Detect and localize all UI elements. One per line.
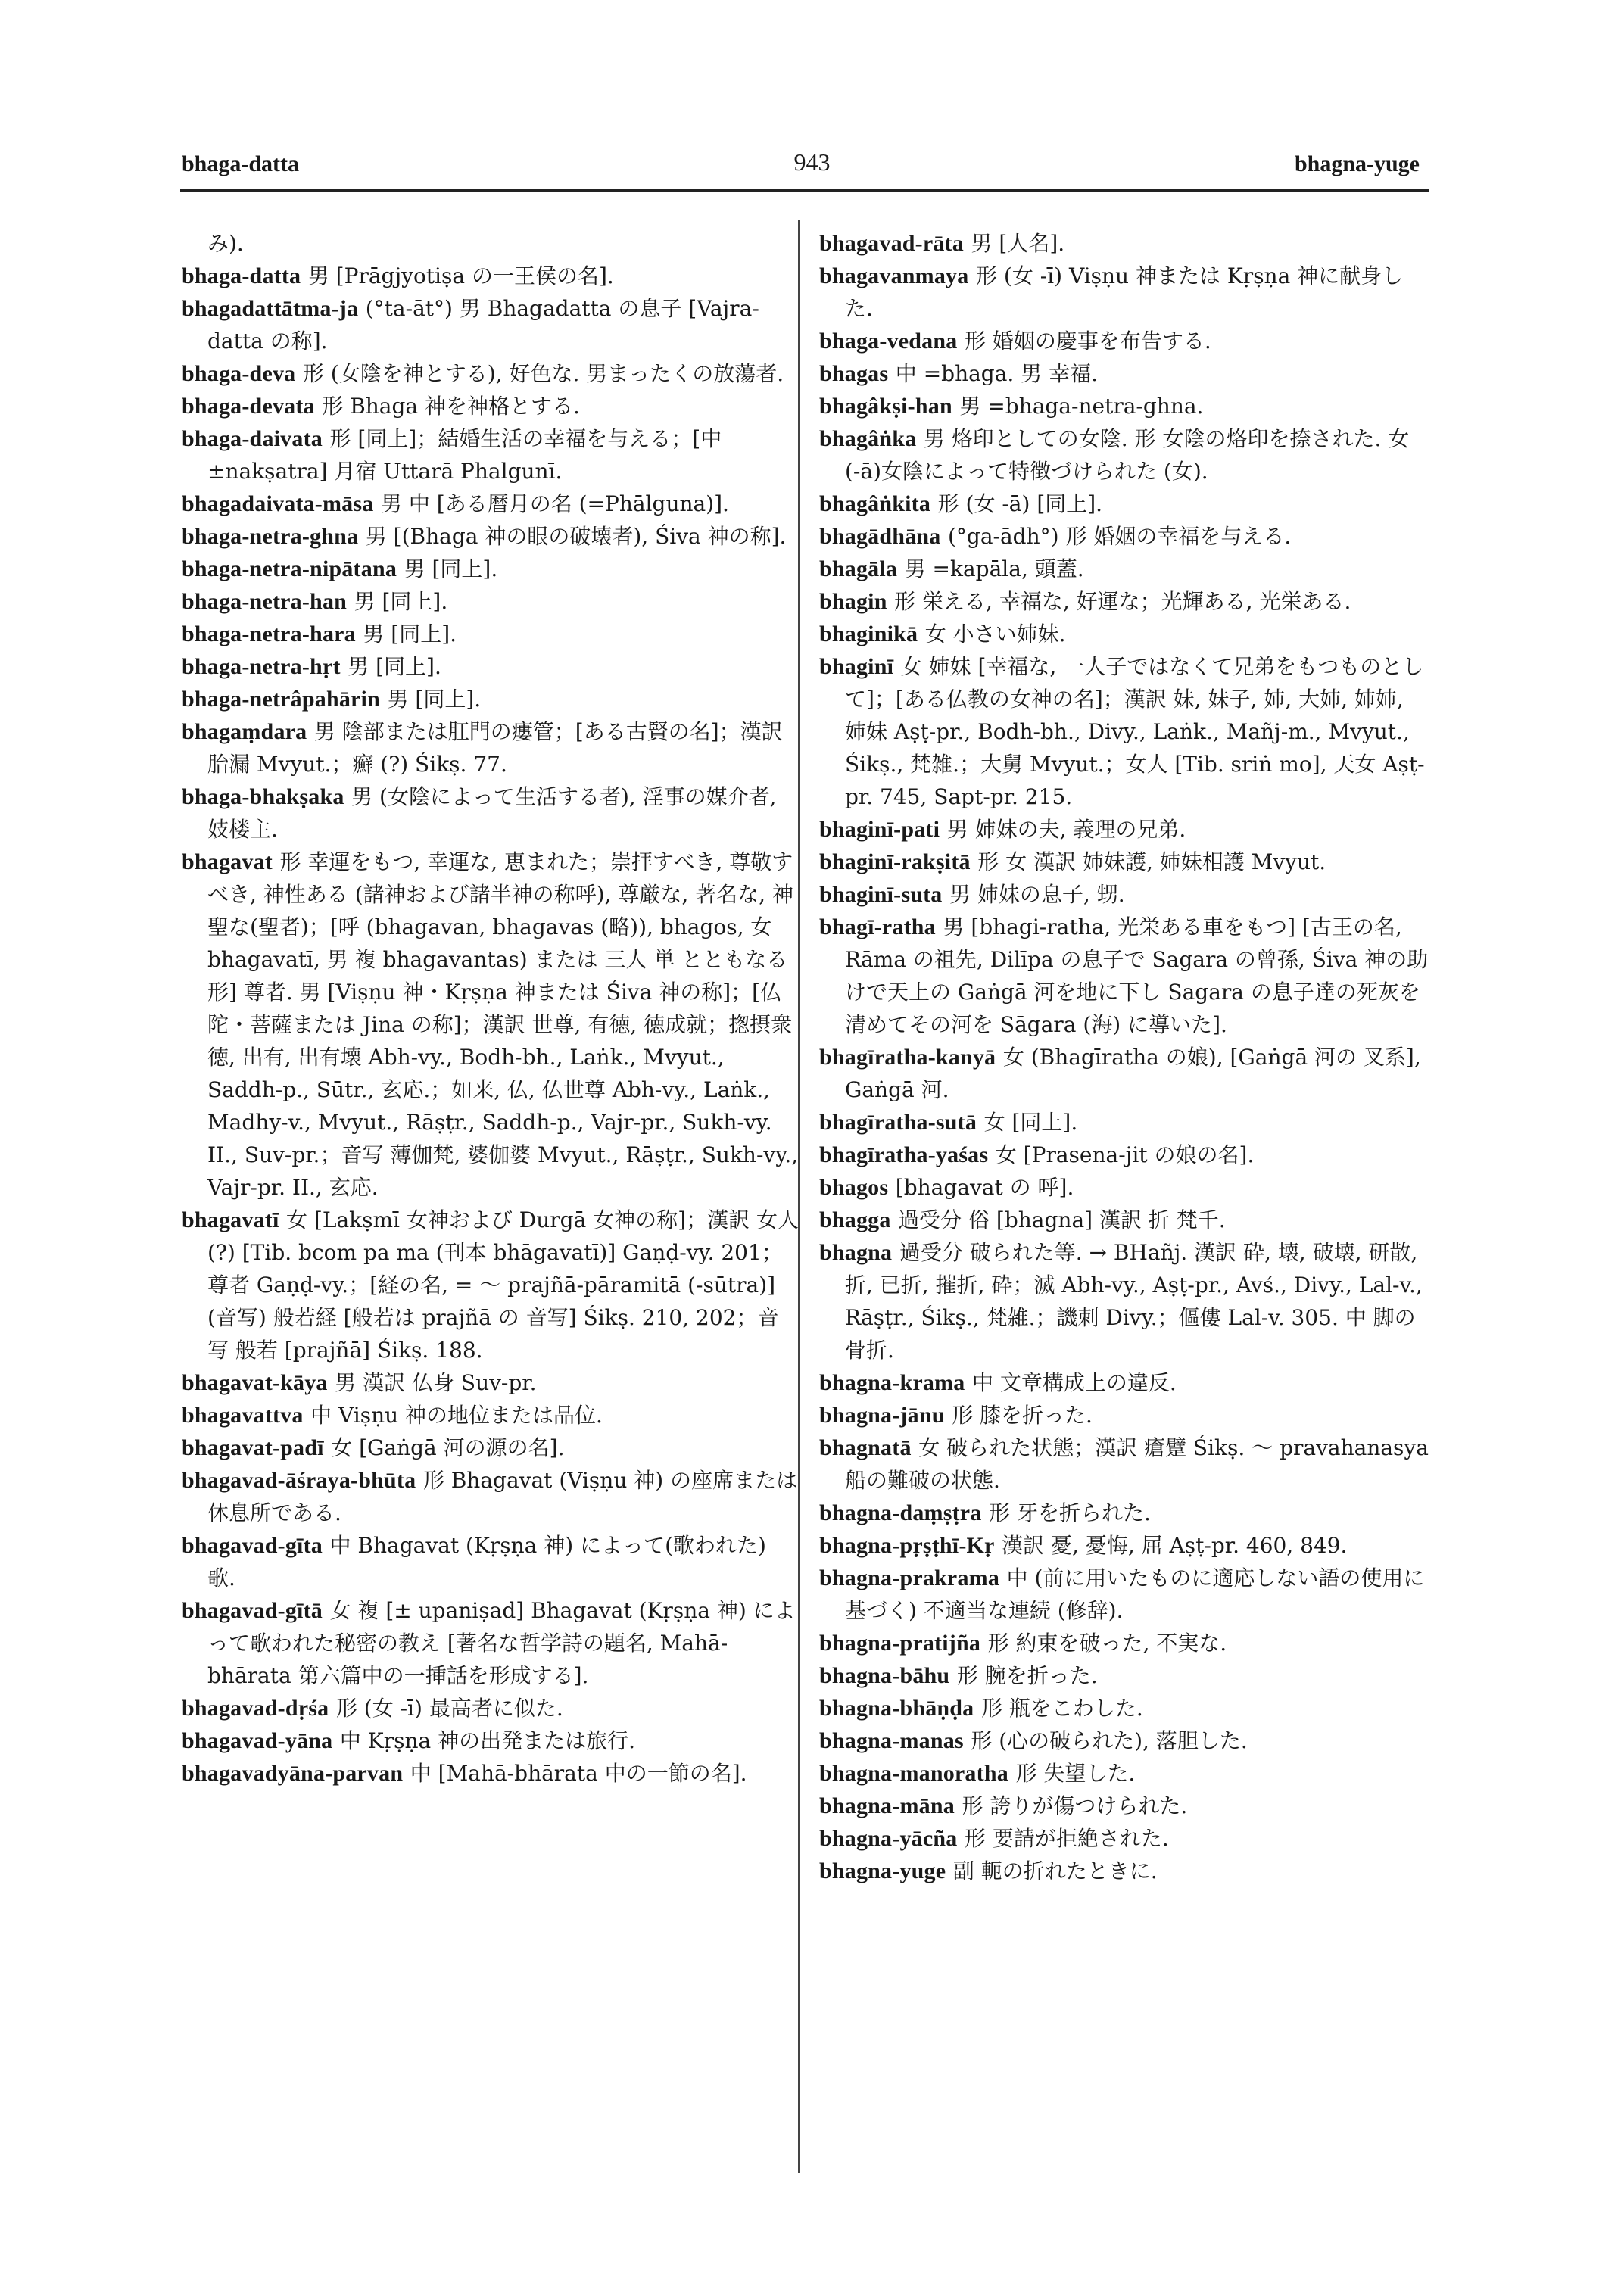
dictionary-entry [819, 553, 1431, 585]
dictionary-entry [819, 1171, 1431, 1204]
dictionary-entry [182, 1204, 799, 1366]
dictionary-entry [819, 1041, 1431, 1106]
entry-definition: 男 [同上]. [348, 654, 441, 679]
entry-headword: bhagavadyāna-parvan [182, 1761, 404, 1786]
entry-definition: 男 姉妹の夫, 義理の兄弟. [946, 817, 1186, 842]
entry-headword: bhagavat-kāya [182, 1370, 328, 1395]
entry-headword: bhagīratha-kanyā [819, 1045, 996, 1070]
entry-definition: 女 [Prasena-jit の娘の名]. [995, 1142, 1255, 1167]
entry-definition: 女 (Bhagīratha の娘), [Gaṅgā 河の 叉系], Gaṅgā 河. [845, 1045, 1421, 1102]
entry-headword: bhagos [819, 1175, 889, 1200]
dictionary-entry [182, 488, 799, 520]
entry-definition: (°ga-ādh°) 形 婚姻の幸福を与える. [947, 524, 1292, 549]
entry-definition: 女 [Gaṅgā 河の源の名]. [331, 1435, 565, 1460]
entry-headword: bhagna-yācña [819, 1826, 958, 1851]
header-rule [180, 189, 1429, 192]
dictionary-entry [819, 1659, 1431, 1692]
entry-definition: (°ta-āt°) 男 Bhagadatta の息子 [Vajra-datta の称]. [207, 296, 759, 354]
dictionary-entry [819, 325, 1431, 357]
entry-headword: bhaginī-rakṣitā [819, 849, 971, 874]
entry-headword: bhagna-yuge [819, 1858, 946, 1883]
entry-definition: 副 軛の折れたときに. [952, 1858, 1158, 1883]
entry-definition: 形 瓶をこわした. [980, 1696, 1143, 1721]
entry-definition: 中 文章構成上の違反. [971, 1370, 1177, 1395]
entry-definition: 過受分 俗 [bhagna] 漢訳 折 梵千. [898, 1207, 1226, 1232]
entry-definition: 漢訳 憂, 憂悔, 屈 Aṣṭ-pr. 460, 849. [1002, 1533, 1348, 1558]
dictionary-entry [182, 585, 799, 618]
entry-definition: 女 小さい姉妹. [924, 622, 1066, 646]
entry-headword: bhagadattātma-ja [182, 296, 359, 321]
page-number: 943 [793, 148, 831, 176]
entry-definition: 男 姉妹の息子, 甥. [949, 882, 1125, 907]
dictionary-entry [819, 1432, 1431, 1497]
entry-definition: 形 腕を折った. [956, 1663, 1098, 1688]
entry-definition: 形 膝を折った. [952, 1403, 1093, 1428]
entry-headword: bhagavatī [182, 1207, 279, 1232]
dictionary-entry [182, 520, 799, 553]
entry-headword: bhagna [819, 1240, 893, 1265]
entry-headword: bhaga-datta [182, 263, 301, 288]
entry-definition: 中 Kṛṣṇa 神の出発または旅行. [339, 1728, 635, 1753]
dictionary-entry [819, 1822, 1431, 1855]
dictionary-entry [182, 618, 799, 650]
entry-headword: bhagaṃdara [182, 719, 307, 744]
dictionary-entry [819, 390, 1431, 422]
dictionary-entry [182, 390, 799, 422]
dictionary-entry [182, 715, 799, 780]
entry-definition: 男 [同上]. [404, 556, 498, 581]
entry-headword: bhagna-jānu [819, 1403, 945, 1428]
dictionary-entry [182, 846, 799, 1204]
entry-headword: bhaga-netra-ghna [182, 524, 359, 549]
entry-headword: bhagavad-āśraya-bhūta [182, 1468, 416, 1493]
dictionary-entry [819, 1855, 1431, 1887]
entry-headword: bhagna-māna [819, 1793, 955, 1818]
entry-headword: bhaginikā [819, 622, 918, 646]
entry-definition: 形 失望した. [1015, 1761, 1136, 1786]
entry-headword: bhaginī-pati [819, 817, 940, 842]
left-column [182, 227, 799, 1790]
entry-headword: bhagādhāna [819, 524, 941, 549]
entry-definition: 女 [同上]. [983, 1110, 1078, 1135]
entry-headword: bhagna-bāhu [819, 1663, 950, 1688]
entry-definition: 女 [Lakṣmī 女神および Durgā 女神の称]；漢訳 女人 (?) [Tib. bcom pa ma (刊本 bhāgavatī)] Gaṇḍ-vy. 201；尊者 Gaṇḍ-vy.；[経の名, = ～ prajñā-pāramitā (-sūtra)] (音写) 般若経 [般若は prajñā の 音写] Śikṣ. 210, 202；音写 般若 [prajñā] Śikṣ. 188. [207, 1207, 800, 1363]
dictionary-entry [819, 1529, 1431, 1562]
entry-definition: 女 破られた状態；漢訳 瘡躄 Śikṣ. ～ pravahanasya 船の難破の状態. [845, 1435, 1429, 1493]
dictionary-entry [819, 1399, 1431, 1432]
dictionary-entry [182, 1464, 799, 1529]
right-column [819, 227, 1431, 1887]
dictionary-entry [819, 520, 1431, 553]
entry-headword: bhagavad-gīta [182, 1533, 323, 1558]
dictionary-entry [819, 585, 1431, 618]
dictionary-entry [182, 780, 799, 846]
dictionary-entry [819, 1497, 1431, 1529]
entry-definition: 形 Bhaga 神を神格とする. [322, 394, 580, 419]
entry-headword: bhagavat-padī [182, 1435, 324, 1460]
entry-headword: bhaga-deva [182, 361, 296, 386]
entry-headword: bhagâṅkita [819, 491, 931, 516]
entry-definition: 男 [同上]. [387, 687, 482, 712]
entry-definition: 形 牙を折られた. [989, 1500, 1151, 1525]
entry-headword: bhaga-bhakṣaka [182, 784, 344, 809]
entry-headword: bhagavanmaya [819, 263, 969, 288]
running-head-left: bhaga-datta [182, 151, 300, 176]
entry-headword: bhagna-pratijña [819, 1631, 981, 1656]
entry-headword: bhaga-netra-hṛt [182, 654, 341, 679]
entry-definition: 男 [Prāgjyotiṣa の一王侯の名]. [307, 263, 614, 288]
entry-definition: 男 [bhagi-ratha, 光栄ある車をもつ] [古王の名, Rāma の祖先, Dilīpa の息子で Sagara の曾孫, Śiva 神の助けで天上の Gaṅgā 河を地に下し Sagara の息子達の死灰を清めてその河を Sāgara (海) に導いた]. [845, 914, 1429, 1037]
entry-headword: bhagna-manoratha [819, 1761, 1008, 1786]
entry-headword: bhagī-ratha [819, 914, 936, 939]
dictionary-entry [819, 878, 1431, 911]
entry-definition: 形 誇りが傷つけられた. [962, 1793, 1188, 1818]
entry-definition: 中 =bhaga. 男 幸福. [895, 361, 1099, 386]
dictionary-entry [819, 1366, 1431, 1399]
dictionary-entry [819, 357, 1431, 390]
entry-definition: 女 姉妹 [幸福な, 一人子ではなくて兄弟をもつものとして]；[ある仏教の女神の名]；漢訳 妹, 妹子, 姉, 大姉, 姉姉, 姉妹 Aṣṭ-pr., Bodh-bh., Divy., Laṅk., Mañj-m., Mvyut., Śikṣ., 梵雑.；大舅 Mvyut.；女人 [Tib. sriṅ mo], 天女 Aṣṭ-pr. 745, Sapt-pr. 215. [845, 654, 1425, 809]
entry-headword: bhaga-netra-han [182, 589, 348, 614]
entry-headword: bhagīratha-yaśas [819, 1142, 989, 1167]
entry-headword: bhagavat [182, 849, 273, 874]
dictionary-entry [182, 650, 799, 683]
entry-headword: bhagāla [819, 556, 898, 581]
entry-definition: 中 Viṣṇu 神の地位または品位. [310, 1403, 603, 1428]
dictionary-entry [819, 1724, 1431, 1757]
entry-definition: 形 約束を破った, 不実な. [987, 1631, 1227, 1656]
entry-definition: 形 婚姻の慶事を布告する. [965, 329, 1211, 354]
entry-definition: 男 中 [ある暦月の名 (=Phālguna)]. [380, 491, 729, 516]
dictionary-entry [182, 1692, 799, 1724]
entry-headword: bhaga-vedana [819, 329, 958, 354]
dictionary-entry [819, 911, 1431, 1041]
dictionary-entry [819, 1627, 1431, 1659]
entry-headword: bhaga-netra-hara [182, 622, 356, 646]
entry-definition: 形 (女 -ī) 最高者に似た. [335, 1696, 563, 1721]
entry-headword: bhaga-netrâpahārin [182, 687, 380, 712]
entry-definition: 形 女 漢訳 姉妹護, 姉妹相護 Mvyut. [977, 849, 1326, 874]
entry-definition: 男 [(Bhaga 神の眼の破壊者), Śiva 神の称]. [365, 524, 787, 549]
dictionary-entry [182, 1399, 799, 1432]
entry-headword: bhagga [819, 1207, 891, 1232]
entry-definition: 形 [同上]；結婚生活の幸福を与える；[中±nakṣatra] 月宿 Uttarā Phalgunī. [207, 426, 722, 484]
dictionary-entry [819, 227, 1431, 260]
entry-headword: bhaginī-suta [819, 882, 943, 907]
entry-definition: 形 栄える, 幸福な, 好運な；光輝ある, 光栄ある. [894, 589, 1351, 614]
right-entry-list [819, 227, 1431, 1887]
entry-definition: 男 烙印としての女陰. 形 女陰の烙印を捺された. 女 (-ā)女陰によって特徴づけられた (女). [845, 426, 1410, 484]
entry-headword: bhagavad-rāta [819, 231, 964, 256]
entry-definition: 男 (女陰によって生活する者), 淫事の媒介者, 妓楼主. [207, 784, 777, 842]
dictionary-entry [819, 1236, 1431, 1366]
dictionary-entry [819, 1204, 1431, 1236]
dictionary-entry [182, 683, 799, 715]
dictionary-entry [182, 553, 799, 585]
entry-headword: bhaga-daivata [182, 426, 323, 451]
dictionary-entry [819, 1692, 1431, 1724]
entry-definition: 形 Bhagavat (Viṣṇu 神) の座席または休息所である. [207, 1468, 798, 1525]
dictionary-entry [182, 357, 799, 390]
entry-headword: bhaga-devata [182, 394, 315, 419]
entry-definition: 男 漢訳 仏身 Suv-pr. [335, 1370, 537, 1395]
left-entry-list [182, 260, 799, 1790]
entry-headword: bhagna-pṛṣṭhī-Kṛ [819, 1533, 995, 1558]
dictionary-entry [182, 260, 799, 292]
entry-definition: 男 陰部または肛門の瘻管；[ある古賢の名]；漢訳 胎漏 Mvyut.；癬 (?) Śikṣ. 77. [207, 719, 783, 777]
entry-headword: bhagavattva [182, 1403, 304, 1428]
dictionary-entry [182, 1432, 799, 1464]
entry-definition: 男 [人名]. [971, 231, 1065, 256]
entry-headword: bhagin [819, 589, 887, 614]
dictionary-entry [182, 1529, 799, 1594]
entry-definition: 男 [同上]. [354, 589, 448, 614]
entry-headword: bhagna-prakrama [819, 1566, 1000, 1590]
entry-headword: bhagavad-gītā [182, 1598, 323, 1623]
entry-headword: bhagavad-dṛśa [182, 1696, 329, 1721]
dictionary-entry [182, 422, 799, 488]
entry-definition: 女 複 [± upaniṣad] Bhagavat (Kṛṣṇa 神) によって歌われた秘密の教え [著名な哲学詩の題名, Mahā-bhārata 第六篇中の一挿話を形成する]. [207, 1598, 796, 1688]
dictionary-entry [819, 1562, 1431, 1627]
dictionary-entry [819, 846, 1431, 878]
entry-headword: bhagâkṣi-han [819, 394, 952, 419]
entry-headword: bhagas [819, 361, 889, 386]
dictionary-entry [819, 1757, 1431, 1790]
entry-definition: 過受分 破られた等. → BHañj. 漢訳 砕, 壊, 破壊, 研散, 折, 已折, 摧折, 砕；滅 Abh-vy., Aṣṭ-pr., Avś., Divy., Lal-v., Rāṣṭr., Śikṣ., 梵雑.；譏刺 Divy.；傴僂 Lal-v. 305. 中 脚の骨折. [845, 1240, 1423, 1363]
entry-headword: bhagīratha-sutā [819, 1110, 977, 1135]
dictionary-entry [182, 1757, 799, 1790]
entry-definition: 男 [同上]. [363, 622, 457, 646]
entry-definition: 中 [Mahā-bhārata 中の一節の名]. [410, 1761, 747, 1786]
dictionary-entry [819, 260, 1431, 325]
dictionary-entry [182, 292, 799, 357]
entry-definition: 男 =kapāla, 頭蓋. [904, 556, 1084, 581]
entry-definition: [bhagavat の 呼]. [895, 1175, 1074, 1200]
dictionary-entry [819, 1139, 1431, 1171]
dictionary-entry [819, 488, 1431, 520]
dictionary-entry [819, 618, 1431, 650]
dictionary-entry [819, 1790, 1431, 1822]
entry-definition: 形 幸運をもつ, 幸運な, 恵まれた；崇拝すべき, 尊敬すべき, 神性ある (諸神および諸半神の称呼), 尊厳な, 著名な, 神聖な(聖者)；[呼 (bhagavan, bhagavas (略)), bhagos, 女 bhagavatī, 男 複 bhagavantas) または 三人 単 とともなる 形] 尊者. 男 [Viṣṇu 神・Kṛṣṇa 神または Śiva 神の称]；[仏陀・菩薩または Jina の称]；漢訳 世尊, 有徳, 徳成就；揔摂衆徳, 出有, 出有壊 Abh-vy., Bodh-bh., Laṅk., Mvyut., Saddh-p., Sūtr., 玄応.；如来, 仏, 仏世尊 Abh-vy., Laṅk., Madhy-v., Mvyut., Rāṣṭr., Saddh-p., Vajr-pr., Sukh-vy. II., Suv-pr.；音写 薄伽梵, 婆伽婆 Mvyut., Rāṣṭr., Sukh-vy., Vajr-pr. II., 玄応. [207, 849, 799, 1200]
entry-definition: 男 =bhaga-netra-ghna. [959, 394, 1204, 419]
dictionary-entry [819, 1106, 1431, 1139]
entry-definition: 形 (女陰を神とする), 好色な. 男まったくの放蕩者. [302, 361, 784, 386]
entry-headword: bhagnatā [819, 1435, 912, 1460]
entry-definition: 中 (前に用いたものに適応しない語の使用に基づく) 不適当な連続 (修辞). [845, 1566, 1425, 1623]
entry-headword: bhaga-netra-nipātana [182, 556, 397, 581]
dictionary-entry [182, 1366, 799, 1399]
entry-headword: bhagadaivata-māsa [182, 491, 374, 516]
entry-definition: 形 要請が拒絶された. [965, 1826, 1169, 1851]
entry-headword: bhagavad-yāna [182, 1728, 333, 1753]
entry-headword: bhagna-bhāṇḍa [819, 1696, 974, 1721]
dictionary-entry [182, 1594, 799, 1692]
entry-definition: 形 (女 -ī) Viṣṇu 神または Kṛṣṇa 神に献身した. [845, 263, 1404, 321]
entry-headword: bhagna-manas [819, 1728, 964, 1753]
dictionary-entry [819, 813, 1431, 846]
entry-headword: bhagâṅka [819, 426, 917, 451]
entry-definition: 中 Bhagavat (Kṛṣṇa 神) によって(歌われた) 歌. [207, 1533, 766, 1590]
continued-text: み). [207, 231, 244, 256]
entry-definition: 形 (心の破られた), 落胆した. [971, 1728, 1248, 1753]
dictionary-entry [182, 1724, 799, 1757]
dictionary-entry [819, 650, 1431, 813]
entry-definition: 形 (女 -ā) [同上]. [937, 491, 1103, 516]
entry-headword: bhagna-daṃṣṭra [819, 1500, 982, 1525]
entry-headword: bhagna-krama [819, 1370, 965, 1395]
dictionary-entry [819, 422, 1431, 488]
entry-headword: bhaginī [819, 654, 894, 679]
running-head-right: bhagna-yuge [1294, 151, 1420, 176]
